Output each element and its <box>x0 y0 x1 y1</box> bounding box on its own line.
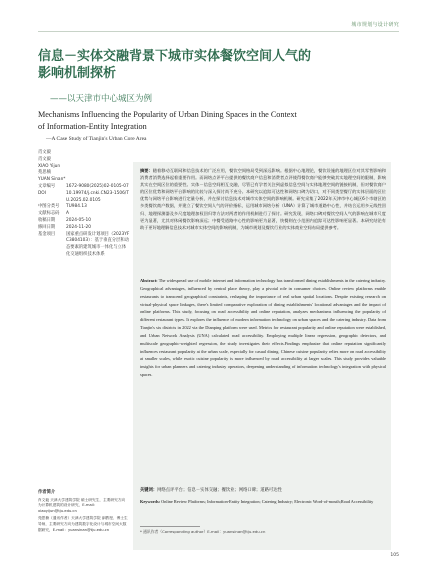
author-en-name-2: YUAN Sinan* <box>38 177 66 183</box>
chinese-keywords-label: 关键词： <box>140 488 158 493</box>
meta-value: 2024-05-10 <box>66 217 91 223</box>
chinese-subtitle: ——以天津市中心城区为例 <box>50 94 153 104</box>
author-label: 肖文毅 <box>38 150 51 155</box>
meta-value: 2024-11-20 <box>66 224 91 230</box>
english-title-line-1: Mechanisms Influencing the Popularity of Urban Dining Spaces in the Context <box>38 110 297 119</box>
chinese-title-line-1: 信息－实体交融背景下城市实体餐饮空间人气的 <box>38 49 312 64</box>
meta-key: DOI <box>38 190 46 196</box>
english-title <box>38 109 368 132</box>
meta-key: 收稿日期 <box>38 217 56 223</box>
chinese-abstract-text: 随着移动互联网和信息技术的广泛应用，餐饮空间格局受到深远影响。根据中心地理论，餐饮设施的地理区位对其零售影响和消费者消费选择起着重要作用。而网络点评平台提供的餐饮商户信息和消费者点评使得餐饮商户能够突破其实地理空间的限制，影响其实在空间区位的重要性。实体－信息空间相互交融，尽管已有学者关注到虚拟信息空间与实体地理空间的链接机制，但对餐饮商户的区位优势和网络平台影响的比较与深入探讨尚不充分。本研究以追踪可达性和网络口碑为切口，对不同类型餐厅的实体层面的区位优势与网络平台影响进行定量分析，并在探讨信息技术对城市实体空间的影响机制。研究采集了2022年天津市中心城区6个市辖区的多类餐饮商户数据，并建立了餐饮空间人气的评价指标，运用城市网络分析（UNA）计算了城市道路中心性，并结合运用多元线性回归、地理探测器及多尺度地理加权回归等方法对两者的作用机制进行了探讨。研究发现，网络口碑对餐饮空间人气的影响在城市尺度更为显著，尤其对休闲餐饮影响深远；中餐受道路中心性的影响更为显著，快餐则在小范围内追踪可达性影响更显著。本研究结论有助于更好地理解信息技术对城市实体空间的影响机制，为城市规划及餐饮行业的实体商业空间布局提供参考。 <box>140 168 386 230</box>
meta-row <box>38 211 130 218</box>
meta-value: 国家重点研发计划项目（2023YFC3804103）：基于垂直分层和动态要素的建筑城市一体化与立体化交通组织技术体系 <box>66 231 130 257</box>
meta-value: 10.19974/j.cnki.CN23-1506/TU.2025.02.0105 <box>66 190 129 203</box>
author-note: 肖文毅 天津大学建筑学院 硕士研究生，主要研究方向为计算机建筑的设计研究，E-mail：xiaoyijun@tju.edu.cn <box>38 497 126 513</box>
author-notes <box>38 490 128 535</box>
english-abstract <box>140 277 386 379</box>
footnote-rule <box>140 526 200 527</box>
meta-value: A <box>66 211 69 217</box>
meta-key: 修回日期 <box>38 224 56 230</box>
meta-row <box>38 218 130 225</box>
english-keywords <box>140 498 386 505</box>
header-rule <box>38 31 399 32</box>
page-number: 105 <box>390 553 399 558</box>
chinese-keywords <box>140 487 386 494</box>
english-subtitle: —A Case Study of Tianjin's Urban Core Area <box>46 136 147 142</box>
meta-key: 文献标志码 <box>38 211 60 217</box>
chinese-abstract <box>140 167 386 231</box>
english-abstract-text: The widespread use of mobile internet and information technology has transformed dining establishments in the catering industry. Geographical advantages, influenced by central place theory, play a pivotal role in consumer choices. Online review platforms enable restaurants to transcend geographical constraints, reshaping the importance of real urban spatial locations. Despite existing research on virtual-physical space linkages, there's limited comparative exploration of dining establishments' locational advantages and the impact of online platforms. This study, focusing on road accessibility and online reputation, analyzes mechanisms influencing the popularity of different restaurant types. It explores the influence of modern information technology on urban spaces and the catering industry. Data from Tianjin's six districts in 2022 via the Dianping platform were used. Metrics for restaurant popularity and online reputation were established, and Urban Network Analysis (UNA) calculated road accessibility. Employing multiple linear regression, geographic detectors, and multiscale geographic-weighted regression, the study investigates their effects.Findings emphasize that online reputation significantly influences restaurant popularity at the urban scale, especially for casual dining. Chinese cuisine popularity relies more on road accessibility at smaller scales, while exotic cuisine popularity is more influenced by road accessibility at larger scales. This study provides valuable insights for urban planners and catering industry operators, deepening understanding of information technology's integration with physical spaces. <box>140 278 386 378</box>
meta-value: TU984.13 <box>66 204 87 210</box>
chinese-keywords-text: 网络点评平台；信息－实体交融；餐饮业；网络口碑；道路可达性 <box>157 488 282 493</box>
english-keywords-label: Keywords: <box>140 499 161 504</box>
author-note: 苑思楠（通讯作者）天津大学建筑学院 副教授、博士生导师，主要研究方向为建筑数字化设计与城市空间大数据研究，E-mail：yuansinan@tju.edu.cn <box>38 516 128 532</box>
chinese-title-line-2: 影响机制探析 <box>38 66 117 81</box>
corresponding-author-footnote: * 通讯作者（Corresponding author）E-mail：yuansinan@tju.edu.cn <box>140 529 266 534</box>
meta-value: 1672-9080(2025)02-0105-07 <box>66 183 129 189</box>
author-cn-name-2: 苑思楠 <box>38 170 51 176</box>
chinese-title <box>38 48 358 82</box>
meta-row <box>38 225 130 232</box>
english-abstract-label: Abstract: <box>140 278 158 283</box>
journal-section-header: 城市规划与设计研究 <box>351 22 399 28</box>
meta-key: 文章编号 <box>38 183 56 189</box>
meta-row <box>38 191 130 205</box>
english-title-line-2: of Information-Entity Integration <box>38 121 147 131</box>
meta-key: 中图分类号 <box>38 204 60 210</box>
author-notes-heading: 作者简介 <box>38 490 56 495</box>
meta-row <box>38 184 130 191</box>
chinese-abstract-label: 摘要： <box>140 168 153 173</box>
article-metadata <box>38 150 130 259</box>
author-en-name-1: XIAO Yijun <box>38 163 61 169</box>
author-cn-name-1: 肖文毅 <box>38 156 51 162</box>
english-keywords-text: Online Review Platforms; Information-Entity Integration; Catering Industry; Electronic Word-of-mouth;Road Accessibility <box>161 499 374 504</box>
meta-row <box>38 232 130 259</box>
meta-key: 基金项目 <box>38 231 56 237</box>
